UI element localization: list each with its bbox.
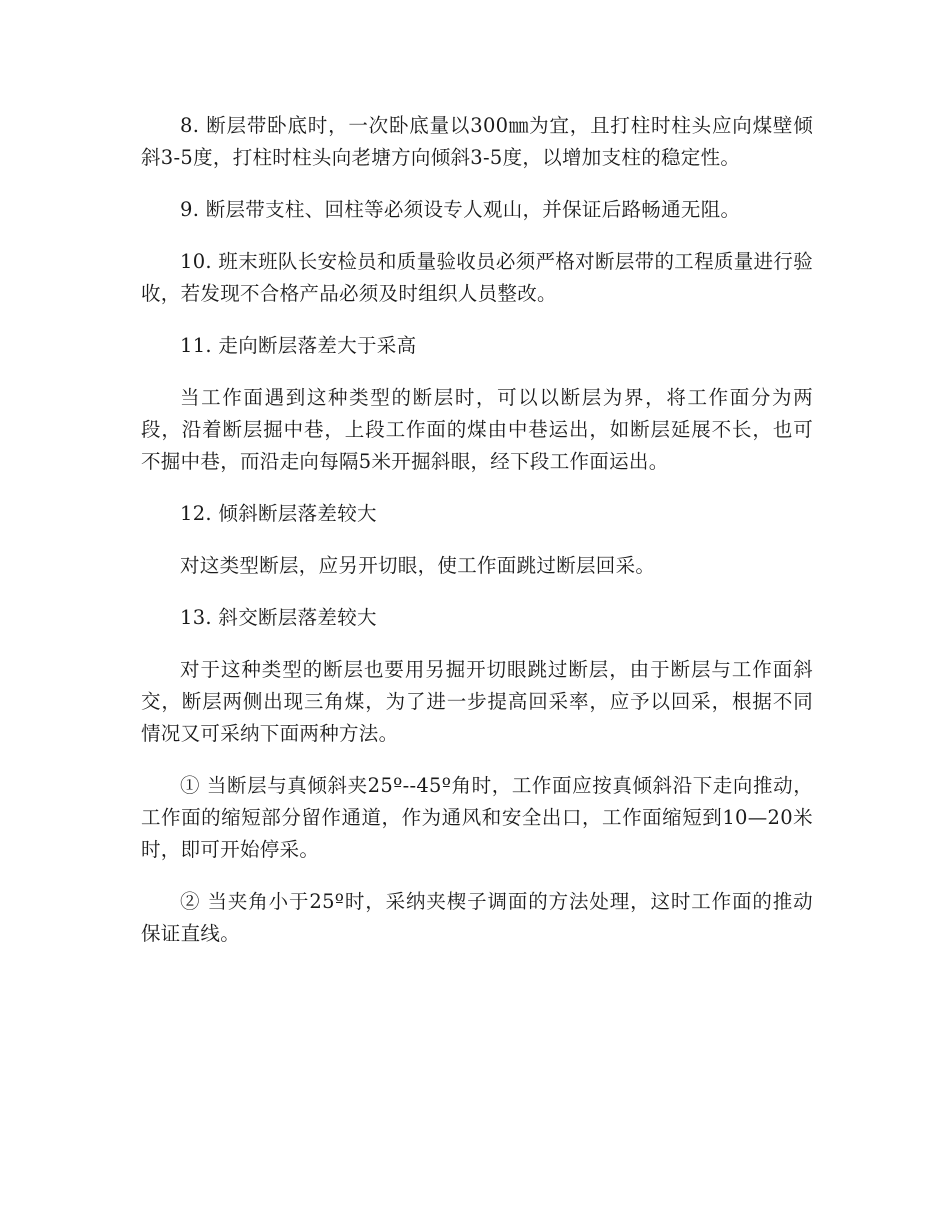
paragraph-method-1: ① 当断层与真倾斜夹25º--45º角时，工作面应按真倾斜沿下走向推动，工作面的缩短部分留作通道，作为通风和安全出口，工作面缩短到10—20米时，即可开始停采。 (141, 774, 813, 861)
section-heading-12: 12. 倾斜断层落差较大 (180, 502, 377, 525)
paragraph-item-10: 10. 班末班队长安检员和质量验收员必须严格对断层带的工程质量进行验收，若发现不合格产品必须及时组织人员整改。 (141, 250, 813, 305)
section-heading-13: 13. 斜交断层落差较大 (180, 606, 377, 629)
paragraph-method-2: ② 当夹角小于25º时，采纳夹楔子调面的方法处理，这时工作面的推动保证直线。 (141, 890, 813, 945)
paragraph-strike-fault: 当工作面遇到这种类型的断层时，可以以断层为界，将工作面分为两段，沿着断层掘中巷，上段工作面的煤由中巷运出，如断层延展不长，也可不掘中巷，而沿走向每隔5米开掘斜眼，经下段工作面运出。 (141, 386, 813, 473)
section-heading-11: 11. 走向断层落差大于采高 (180, 334, 417, 357)
paragraph-item-9: 9. 断层带支柱、回柱等必须设专人观山，并保证后路畅通无阻。 (180, 198, 741, 221)
paragraph-dip-fault: 对这类型断层，应另开切眼，使工作面跳过断层回采。 (180, 554, 656, 577)
paragraph-oblique-fault: 对于这种类型的断层也要用另掘开切眼跳过断层，由于断层与工作面斜交，断层两侧出现三角煤，为了进一步提高回采率，应予以回采，根据不同情况又可采纳下面两种方法。 (141, 658, 813, 745)
document-body (141, 110, 813, 970)
paragraph-item-8: 8. 断层带卧底时，一次卧底量以300㎜为宜，且打柱时柱头应向煤壁倾斜3-5度，打柱时柱头向老塘方向倾斜3-5度，以增加支柱的稳定性。 (141, 114, 813, 169)
